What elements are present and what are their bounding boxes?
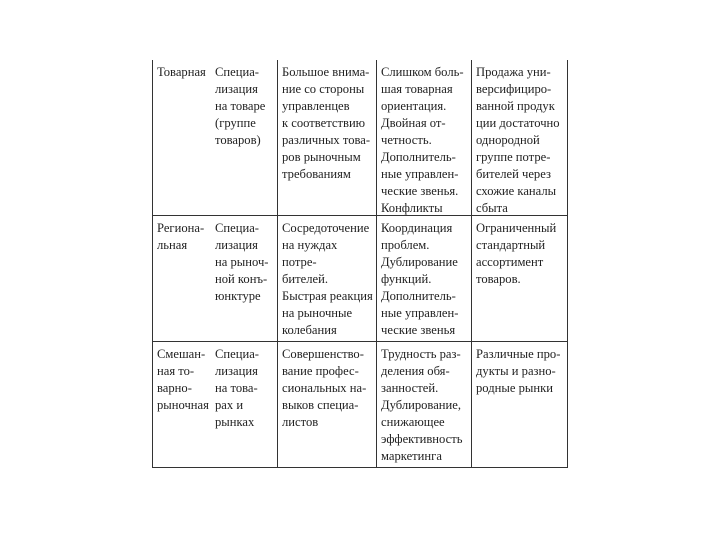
- table-cell-advantages: Большое внима- ние со стороны управленцев к соответствию различных това- ров рыночным требованиям: [277, 60, 376, 215]
- table-cell-advantages: Сосредоточение на нуждах потре- бителей. Быстрая реакция на рыночные колебания: [277, 216, 376, 341]
- organization-structure-table: [152, 60, 568, 468]
- table-row-product: [153, 60, 567, 215]
- table-cell-type: Товарная: [157, 65, 206, 79]
- table-cell-specialization: Специа- лизация на това- рах и рынках: [215, 347, 259, 429]
- table-cell-type: Региона- льная: [157, 221, 205, 252]
- table-cell-type: Смешан- ная то- варно- рыночная: [157, 347, 209, 412]
- table-cell-disadvantages: Трудность раз- деления обя- занностей. Дублирование, снижающее эффективность маркетинга: [376, 342, 471, 467]
- table-row-regional: [153, 215, 567, 341]
- table-cell-application: Различные про- дукты и разно- родные рынки: [471, 342, 566, 467]
- table-cell-advantages: Совершенство- вание профес- сиональных на- выков специа- листов: [277, 342, 376, 467]
- table-cell-disadvantages: Координация проблем. Дублирование функций. Дополнитель- ные управлен- ческие звенья: [376, 216, 471, 341]
- table-cell-application: Ограниченный стандартный ассортимент товаров.: [471, 216, 566, 341]
- table-cell-application: Продажа уни- версифициро- ванной продук ции достаточно однородной группе потре- бителей через схожие каналы сбыта: [471, 60, 566, 215]
- table-cell-specialization: Специа- лизация на товаре (группе товаров): [215, 65, 266, 147]
- table-row-mixed: [153, 341, 567, 467]
- table-cell-specialization: Специа- лизация на рыноч- ной конъ- юнктуре: [215, 221, 269, 303]
- table-cell-disadvantages: Слишком боль- шая товарная ориентация. Двойная от- четность. Дополнитель- ные управлен- ческие звенья. Конфликты: [376, 60, 471, 215]
